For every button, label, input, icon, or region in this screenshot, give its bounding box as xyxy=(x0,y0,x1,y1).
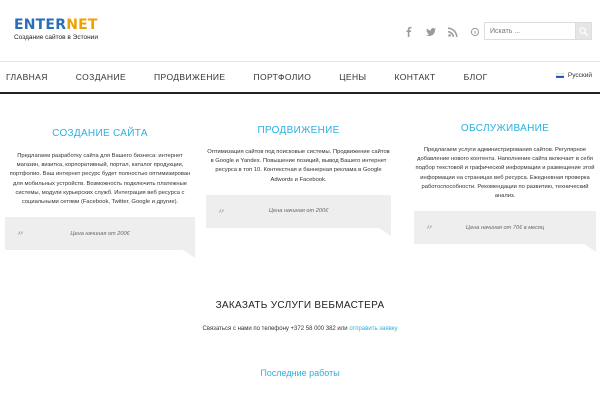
cta-contact-line xyxy=(0,326,600,332)
svg-text:s: s xyxy=(473,30,477,36)
service-title[interactable]: ПРОДВИЖЕНИЕ xyxy=(257,125,340,136)
nav-item-home[interactable]: ГЛАВНАЯ xyxy=(6,72,48,82)
nav-item-portfolio[interactable]: ПОРТФОЛИО xyxy=(253,72,312,82)
service-promotion xyxy=(206,125,391,228)
twitter-icon[interactable] xyxy=(426,27,436,37)
search-icon xyxy=(579,27,588,36)
rss-icon[interactable] xyxy=(448,27,458,37)
nav-item-promotion[interactable]: ПРОДВИЖЕНИЕ xyxy=(154,72,226,82)
logo-title: ENTERNET xyxy=(14,17,98,33)
price-label: Цена начиная от 200€ xyxy=(70,230,130,237)
price-box xyxy=(5,217,195,250)
service-description: Предлагаем услуги администрирования сайтов. Регулярное добавление нового контента. Наполнение сайта включает в себя подбор текстовой и графической информации и размещение этой информации на страницах веб ресурса. Ежедневная проверка работоспособности. Рекомендации по развитию, технический анализ. xyxy=(415,147,595,200)
language-label: Русский xyxy=(567,72,592,79)
search-button[interactable] xyxy=(575,23,591,39)
send-request-link[interactable]: отправить заявку xyxy=(349,326,398,332)
service-description: Оптимизация сайтов под поисковые системы. Продвижение сайтов в Google и Yandex. Повышение позиций, вывод Вашего интернет ресурса в топ 10. Контекстная и баннерная реклама в Google Adwords и Facebook. xyxy=(207,149,390,183)
nav-item-creation[interactable]: СОЗДАНИЕ xyxy=(75,72,127,82)
price-label: Цена начиная от 70€ в месяц xyxy=(465,224,545,231)
search-box xyxy=(484,22,592,40)
language-switcher[interactable] xyxy=(556,72,592,79)
service-maintenance xyxy=(414,123,596,244)
search-input[interactable] xyxy=(485,23,575,39)
quote-icon: ” xyxy=(218,207,225,223)
skype-icon[interactable] xyxy=(470,27,480,37)
cta-phone-text: Связаться с нами по телефону +372 58 000 382 или xyxy=(202,326,348,332)
service-title[interactable]: СОЗДАНИЕ САЙТА xyxy=(52,128,148,139)
nav-item-blog[interactable]: БЛОГ xyxy=(463,72,488,82)
main-nav xyxy=(0,61,600,94)
logo-subtitle: Создание сайтов в Эстонии xyxy=(14,34,98,41)
service-creation xyxy=(5,128,195,250)
site-logo[interactable] xyxy=(14,18,98,41)
service-description: Предлагаем разработку сайта для Вашего бизнеса: интернет магазин, визитка, корпоративный, портал, каталог продукции, портфолио. Ваш интернет ресурс будет полностью оптимизирован для мобильных устройств. Возможность подключить платежные системы, модули курьерских служб. Интеграция веб ресурса с социальными сетями (Facebook, Twitter, Google и другие). xyxy=(9,153,191,206)
service-title[interactable]: ОБСЛУЖИВАНИЕ xyxy=(460,123,550,134)
cta-title: ЗАКАЗАТЬ УСЛУГИ ВЕБМАСТЕРА xyxy=(215,300,385,311)
price-box xyxy=(414,211,596,244)
quote-icon: ” xyxy=(426,224,433,240)
quote-icon: ” xyxy=(17,230,24,246)
nav-item-prices[interactable]: ЦЕНЫ xyxy=(339,72,367,82)
nav-item-contact[interactable]: КОНТАКТ xyxy=(394,72,436,82)
price-box xyxy=(206,195,391,228)
facebook-icon[interactable] xyxy=(404,27,414,37)
russian-flag-icon xyxy=(556,73,564,79)
price-label: Цена начиная от 200€ xyxy=(268,208,329,215)
social-links xyxy=(404,27,480,37)
recent-works-heading[interactable]: Последние работы xyxy=(260,368,340,378)
